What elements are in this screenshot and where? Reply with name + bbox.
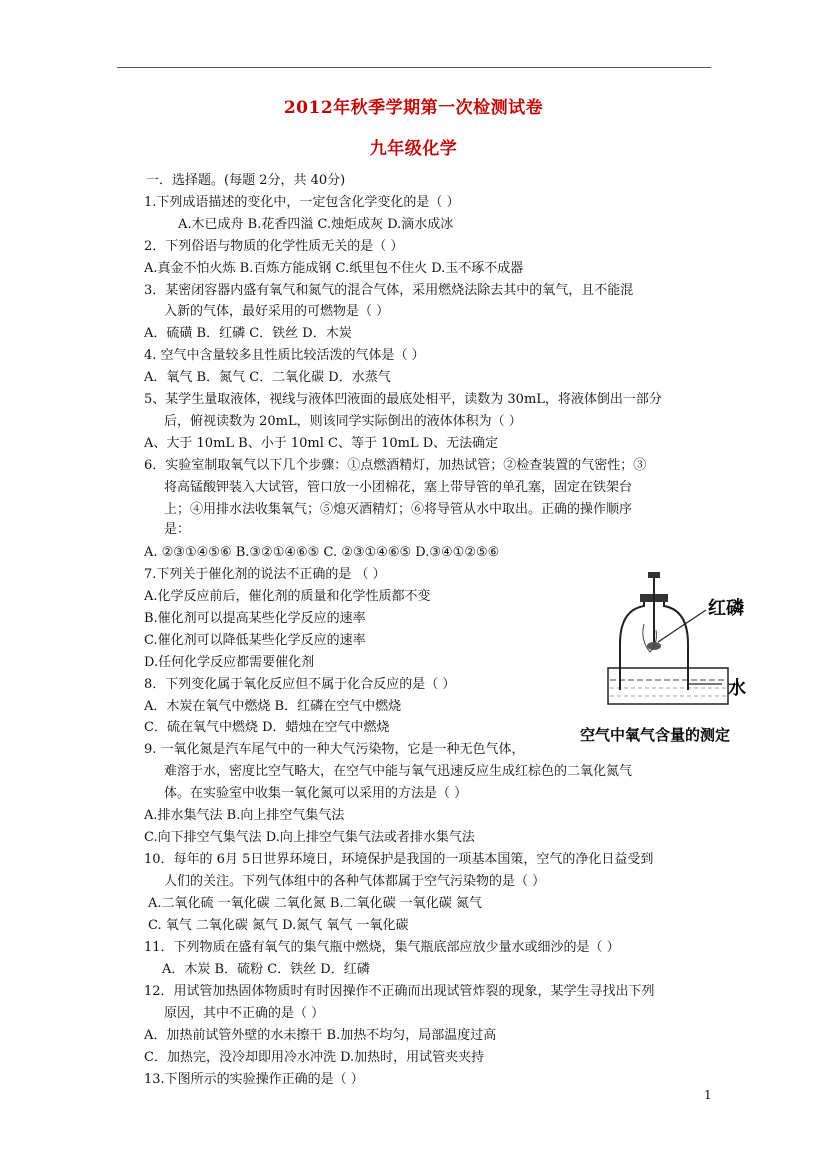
text-line: 6．实验室制取氧气以下几个步骤：①点燃酒精灯，加热试管；②检查装置的气密性；③ bbox=[144, 458, 647, 473]
text-line: A、大于 10mL B、小于 10ml C、等于 10mL D、无法确定 bbox=[144, 436, 499, 451]
text-line: 10．每年的 6月 5日世界环境日，环境保护是我国的一项基本国策，空气的净化日益受到 bbox=[144, 852, 654, 867]
text-line: A．氧气 B．氮气 C．二氧化碳 D．水蒸气 bbox=[144, 370, 391, 385]
text-line: A．加热前试管外壁的水未擦干 B.加热不均匀，局部温度过高 bbox=[144, 1028, 497, 1043]
text-line: 8．下列变化属于氧化反应但不属于化合反应的是（ ） bbox=[144, 677, 456, 692]
text-line: A.排水集气法 B.向上排空气集气法 bbox=[144, 808, 345, 823]
text-line: 12．用试管加热固体物质时有时因操作不正确而出现试管炸裂的现象，某学生寻找出下列 bbox=[144, 984, 655, 999]
figure-caption: 空气中氧气含量的测定 bbox=[580, 726, 731, 744]
text-line: A. ②③①④⑤⑥ B.③②①④⑥⑤ C. ②③①④⑥⑤ D.③④①②⑤⑥ bbox=[144, 545, 500, 560]
water-trough bbox=[608, 668, 728, 704]
text-line: 体。在实验室中收集一氧化氮可以采用的方法是（ ） bbox=[164, 786, 468, 801]
text-line: 7.下列关于催化剂的说法不正确的是 （ ） bbox=[144, 567, 386, 582]
text-line: 9. 一氧化氮是汽车尾气中的一种大气污染物，它是一种无色气体， bbox=[144, 742, 525, 757]
text-line: 2．下列俗语与物质的化学性质无关的是（ ） bbox=[144, 239, 404, 254]
text-line: 人们的关注。下列气体组中的各种气体都属于空气污染物的是（ ） bbox=[164, 874, 546, 889]
header-rule bbox=[117, 67, 711, 68]
text-line: A．木炭 B．硫粉 C．铁丝 D．红磷 bbox=[162, 962, 370, 977]
text-line: 11．下列物质在盛有氧气的集气瓶中燃烧，集气瓶底部应放少量水或细沙的是（ ） bbox=[144, 940, 620, 955]
text-line: C．硫在氧气中燃烧 D．蜡烛在空气中燃烧 bbox=[144, 720, 390, 735]
text-line: A.二氧化硫 一氧化碳 二氧化氮 B.二氧化碳 一氧化碳 氮气 bbox=[148, 896, 482, 911]
air-oxygen-apparatus-figure bbox=[578, 572, 758, 752]
text-line: 3．某密闭容器内盛有氧气和氮气的混合气体，采用燃烧法除去其中的氧气，且不能混 bbox=[144, 283, 634, 298]
page-subtitle: 九年级化学 bbox=[369, 139, 458, 159]
text-line: 上；④用排水法收集氧气；⑤熄灭酒精灯；⑥将导管从水中取出。正确的操作顺序 bbox=[164, 502, 633, 517]
text-line: A.真金不怕火炼 B.百炼方能成钢 C.纸里包不住火 D.玉不琢不成器 bbox=[144, 261, 524, 276]
text-line: D.任何化学反应都需要催化剂 bbox=[144, 655, 315, 670]
label-leader-phosphorus bbox=[658, 610, 706, 642]
text-line: A．硫磺 B．红磷 C．铁丝 D．木炭 bbox=[144, 326, 352, 341]
text-line: C.催化剂可以降低某些化学反应的速率 bbox=[144, 633, 366, 648]
page-number: 1 bbox=[704, 1088, 712, 1102]
page-title: 2012年秋季学期第一次检测试卷 bbox=[283, 98, 544, 118]
text-line: 1.下列成语描述的变化中，一定包含化学变化的是（ ） bbox=[144, 195, 460, 210]
text-line: 5、某学生量取液体，视线与液体凹液面的最底处相平，读数为 30mL，将液体倒出一部分 bbox=[144, 392, 662, 407]
text-line: 将高锰酸钾装入大试管，管口放一小团棉花，塞上带导管的单孔塞，固定在铁架台 bbox=[164, 480, 633, 495]
text-line: C.向下排空气集气法 D.向上排空气集气法或者排水集气法 bbox=[144, 830, 475, 845]
text-line: A．木炭在氧气中燃烧 B．红磷在空气中燃烧 bbox=[144, 699, 402, 714]
text-line: 是： bbox=[164, 522, 191, 537]
apparatus-drawing bbox=[578, 572, 758, 752]
text-line: A.化学反应前后，催化剂的质量和化学性质都不变 bbox=[144, 589, 431, 604]
text-line: 原因，其中不正确的是（ ） bbox=[164, 1006, 325, 1021]
text-line: 入新的气体，最好采用的可燃物是（ ） bbox=[164, 304, 390, 319]
text-line: 13.下图所示的实验操作正确的是（ ） bbox=[144, 1072, 364, 1087]
text-line: C．加热完，没冷却即用冷水冲洗 D.加热时，用试管夹夹持 bbox=[144, 1050, 485, 1065]
label-water: 水 bbox=[728, 678, 746, 699]
text-line: 一．选择题。(每题 2分，共 40分) bbox=[146, 173, 346, 188]
text-line: 难溶于水，密度比空气略大，在空气中能与氧气迅速反应生成红棕色的二氧化氮气 bbox=[164, 764, 633, 779]
text-line: B.催化剂可以提高某些化学反应的速率 bbox=[144, 611, 366, 626]
text-line: A.木已成舟 B.花香四溢 C.烛炬成灰 D.滴水成冰 bbox=[178, 217, 454, 232]
text-line: 后，俯视读数为 20mL，则该同学实际倒出的液体体积为（ ） bbox=[164, 414, 522, 429]
text-line: 4. 空气中含量较多且性质比较活泼的气体是（ ） bbox=[144, 348, 425, 363]
label-phosphorus: 红磷 bbox=[708, 598, 744, 619]
text-line: C. 氧气 二氧化碳 氮气 D.氮气 氧气 一氧化碳 bbox=[148, 918, 409, 933]
